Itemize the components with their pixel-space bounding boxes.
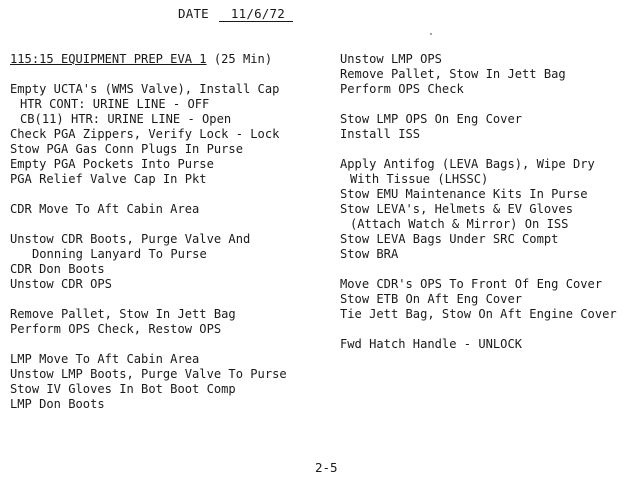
checklist-line: Perform OPS Check (340, 82, 464, 96)
scan-mark (430, 33, 432, 35)
checklist-line (340, 142, 617, 157)
checklist-line: Stow LMP OPS On Eng Cover (340, 112, 523, 126)
checklist-line: Unstow LMP Boots, Purge Valve To Purse (10, 367, 287, 381)
section-heading-duration: (25 Min) (206, 52, 273, 66)
checklist-line (10, 187, 287, 202)
checklist-line: Fwd Hatch Handle - UNLOCK (340, 337, 523, 351)
checklist-line: Move CDR's OPS To Front Of Eng Cover (340, 277, 603, 291)
date-label: DATE (178, 6, 209, 21)
checklist-line (10, 337, 287, 352)
checklist-line: Stow ETB On Aft Eng Cover (340, 292, 523, 306)
checklist-line (10, 67, 287, 82)
checklist-line: Unstow CDR OPS (10, 277, 112, 291)
checklist-line (340, 97, 617, 112)
checklist-line: Stow LEVA's, Helmets & EV Gloves (340, 202, 573, 216)
checklist-line: CDR Don Boots (10, 262, 105, 276)
left-column (10, 52, 287, 412)
checklist-line: Perform OPS Check, Restow OPS (10, 322, 222, 336)
checklist-line: Donning Lanyard To Purse (32, 247, 207, 261)
right-column (340, 52, 617, 352)
checklist-line (10, 217, 287, 232)
checklist-line: CDR Move To Aft Cabin Area (10, 202, 200, 216)
checklist-line: Stow PGA Gas Conn Plugs In Purse (10, 142, 243, 156)
page-number: 2-5 (315, 460, 338, 475)
checklist-line: Empty UCTA's (WMS Valve), Install Cap (10, 82, 280, 96)
date-value: 11/6/72 (219, 6, 293, 22)
checklist-line: CB(11) HTR: URINE LINE - Open (20, 112, 232, 126)
checklist-line: (Attach Watch & Mirror) On ISS (350, 217, 569, 231)
section-heading (10, 52, 287, 67)
checklist-line (10, 292, 287, 307)
checklist-line: HTR CONT: URINE LINE - OFF (20, 97, 210, 111)
checklist-line: Install ISS (340, 127, 421, 141)
checklist-line: Stow EMU Maintenance Kits In Purse (340, 187, 588, 201)
checklist-line: Check PGA Zippers, Verify Lock - Lock (10, 127, 280, 141)
date-row (178, 6, 293, 22)
checklist-line: Empty PGA Pockets Into Purse (10, 157, 214, 171)
checklist-line: With Tissue (LHSSC) (350, 172, 489, 186)
checklist-line: Stow BRA (340, 247, 399, 261)
checklist-line: Apply Antifog (LEVA Bags), Wipe Dry (340, 157, 595, 171)
checklist-line: Remove Pallet, Stow In Jett Bag (340, 67, 566, 81)
checklist-line: Unstow CDR Boots, Purge Valve And (10, 232, 251, 246)
checklist-line: LMP Move To Aft Cabin Area (10, 352, 200, 366)
checklist-line: Tie Jett Bag, Stow On Aft Engine Cover (340, 307, 617, 321)
checklist-line (340, 322, 617, 337)
checklist-line: Stow IV Gloves In Bot Boot Comp (10, 382, 236, 396)
checklist-line: LMP Don Boots (10, 397, 105, 411)
checklist-line: PGA Relief Valve Cap In Pkt (10, 172, 207, 186)
section-heading-title: 115:15 EQUIPMENT PREP EVA 1 (10, 52, 207, 66)
checklist-line (340, 262, 617, 277)
checklist-line: Remove Pallet, Stow In Jett Bag (10, 307, 236, 321)
checklist-line: Unstow LMP OPS (340, 52, 442, 66)
checklist-line: Stow LEVA Bags Under SRC Compt (340, 232, 559, 246)
